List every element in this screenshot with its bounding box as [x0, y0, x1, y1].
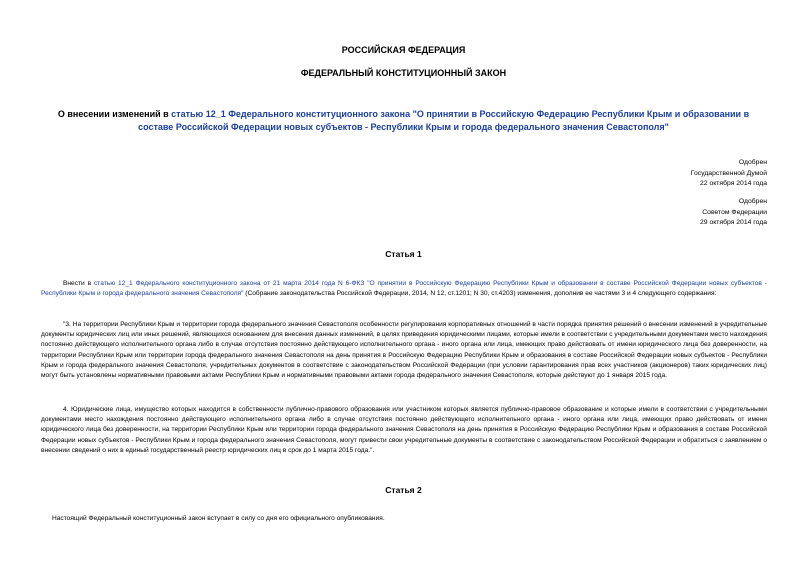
- approval-duma: [691, 158, 767, 190]
- article-1-heading: Статья 1: [385, 249, 422, 259]
- intro-prefix: Внести в: [63, 280, 94, 287]
- approval-date: 22 октября 2014 года: [700, 180, 767, 187]
- approval-status: Одобрен: [738, 159, 767, 166]
- article-2-text: Настоящий Федеральный конституционный закон вступает в силу со дня его официального опубликования.: [52, 515, 385, 522]
- country-heading: РОССИЙСКАЯ ФЕДЕРАЦИЯ: [341, 45, 466, 55]
- title-amended-law-link[interactable]: статью 12_1 Федерального конституционного закона "О принятии в Российскую Федерацию Республики Крым и образовании в составе Российской Федерации новых субъектов - Республики Крым и города федерального значения Севастополя": [138, 109, 750, 132]
- intro-suffix: (Собрание законодательства Российской Федерации, 2014, N 12, ст.1201; N 30, ст.4203) изменения, дополнив ее частями 3 и 4 следующего содержания:: [243, 290, 717, 298]
- document-title: [40, 108, 767, 134]
- title-prefix: О внесении изменений в: [57, 109, 172, 119]
- article-1-intro: [41, 279, 767, 299]
- law-type-heading: ФЕДЕРАЛЬНЫЙ КОНСТИТУЦИОННЫЙ ЗАКОН: [300, 68, 507, 78]
- article-1-part-3: "3. На территории Республики Крым и территории города федерального значения Севастополя особенности регулирования корпоративных отношений в части порядка принятия решений о внесении изменений в учредительные документы юридических лиц или иных решений, являющихся основанием для внесения данных изменений, в целях приведения юридическими лицами, которые имели в соответствии с учредительными документами место нахождения постоянно действующего исполнительного органа либо в случае отсутствия постоянно действующего исполнительного органа - иного органа или лица, имеющих право действовать от имени юридического лица без доверенности, на территории Республики Крым или территории города федерального значения Севастополя на день принятия в Российскую Федерацию Республики Крым и образования в составе Российской Федерации новых субъектов - Республики Крым и города федерального значения Севастополя, учредительных документов в соответствие с законодательством Российской Федерации (при условии гарантирования прав всех участников (акционеров) таких юридических лиц) могут быть установлены нормативными правовыми актами Республики Крым и нормативными правовыми актами города федерального значения Севастополя, которые действуют до 1 января 2015 года.: [41, 321, 767, 380]
- approval-federation-council: [700, 197, 767, 229]
- approval-body: Государственной Думой: [690, 169, 767, 177]
- article-2-heading: Статья 2: [385, 485, 422, 495]
- intro-law-link[interactable]: статью 12_1 Федерального конституционного закона от 21 марта 2014 года N 6-ФКЗ "О принятии в Российскую Федерацию Республики Крым и образовании в составе Российской Федерации новых субъектов - Республики Крым и города федерального значения Севастополя": [41, 280, 768, 298]
- article-1-part-4: 4. Юридические лица, имущество которых находится в собственности публично-правового образования или участником которых является публично-правовое образование и которые имели в соответствии с учредительными документами место нахождения постоянно действующего исполнительного органа либо в случае отсутствия постоянно действующего исполнительного органа - иного органа или лица, имеющих право действовать от имени юридического лица без доверенности, на территории Республики Крым или территории города федерального значения Севастополя на день принятия в Российскую Федерацию Республики Крым и образования в составе Российской Федерации новых субъектов - Республики Крым и города федерального значения Севастополя, могут привести свои учредительные документы в соответствие с законодательством Российской Федерации и обратиться с заявлением о внесении сведений о них в единый государственный реестр юридических лиц в срок до 1 марта 2015 года.".: [41, 406, 767, 454]
- approval-status: Одобрен: [738, 198, 767, 205]
- approval-date: 29 октября 2014 года: [700, 219, 767, 226]
- approval-body: Советом Федерации: [702, 208, 767, 216]
